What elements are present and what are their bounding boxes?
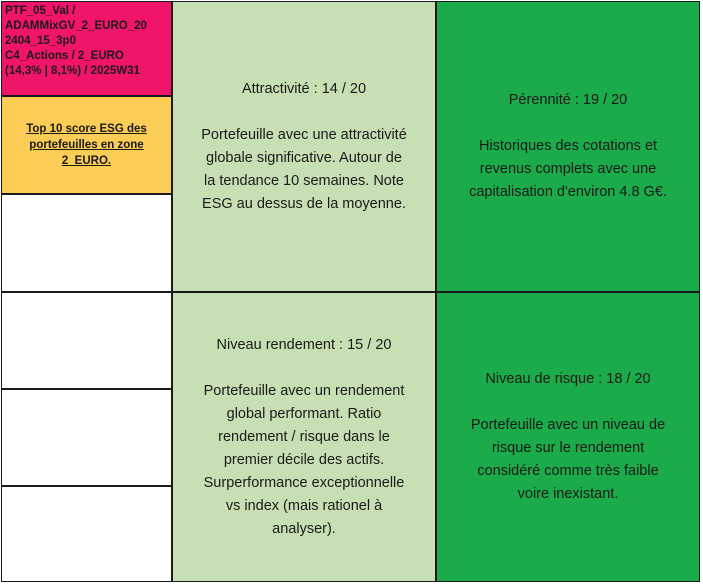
rendement-heading: Niveau rendement : 15 / 20 xyxy=(216,336,392,353)
attractivite-cell xyxy=(172,1,436,292)
empty-cell xyxy=(1,292,172,389)
empty-cell xyxy=(1,486,172,582)
perennite-heading: Pérennité : 19 / 20 xyxy=(508,92,628,108)
risque-cell xyxy=(436,292,700,582)
perennite-text: Historiques des cotations et revenus complets avec une capitalisation d'environ 4.8 G€. xyxy=(469,138,667,200)
empty-cell xyxy=(1,389,172,486)
empty-cell xyxy=(1,194,172,292)
portfolio-title-line: ADAMMixGV_2_EURO_20 xyxy=(5,20,147,32)
attractivite-text: Portefeuille avec une attractivité globale significative. Autour de la tendance 10 semaines. Note ESG au dessus de la moyenne. xyxy=(201,126,407,212)
rendement-cell xyxy=(172,292,436,582)
attractivite-heading: Attractivité : 14 / 20 xyxy=(241,80,367,97)
portfolio-title-cell xyxy=(1,1,172,96)
portfolio-title-line: 2404_15_3p0 xyxy=(5,35,76,47)
portfolio-title-line: (14,3% | 8,1%) / 2025W31 xyxy=(5,65,140,77)
portfolio-title-line: PTF_05_Val / xyxy=(5,5,76,17)
rendement-text: Portefeuille avec un rendement global performant. Ratio rendement / risque dans le premier décile des actifs. Surperformance exceptionnelle vs index (mais rationel à analyser). xyxy=(203,382,405,537)
esg-top10-link[interactable]: Top 10 score ESG des portefeuilles en zone 2_EURO. xyxy=(26,123,147,167)
esg-top10-link-cell[interactable] xyxy=(1,96,172,194)
perennite-cell xyxy=(436,1,700,292)
risque-heading: Niveau de risque : 18 / 20 xyxy=(485,371,651,387)
portfolio-title-line: C4_Actions / 2_EURO xyxy=(5,50,124,62)
risque-text: Portefeuille avec un niveau de risque sur le rendement considéré comme très faible voire inexistant. xyxy=(470,417,666,502)
